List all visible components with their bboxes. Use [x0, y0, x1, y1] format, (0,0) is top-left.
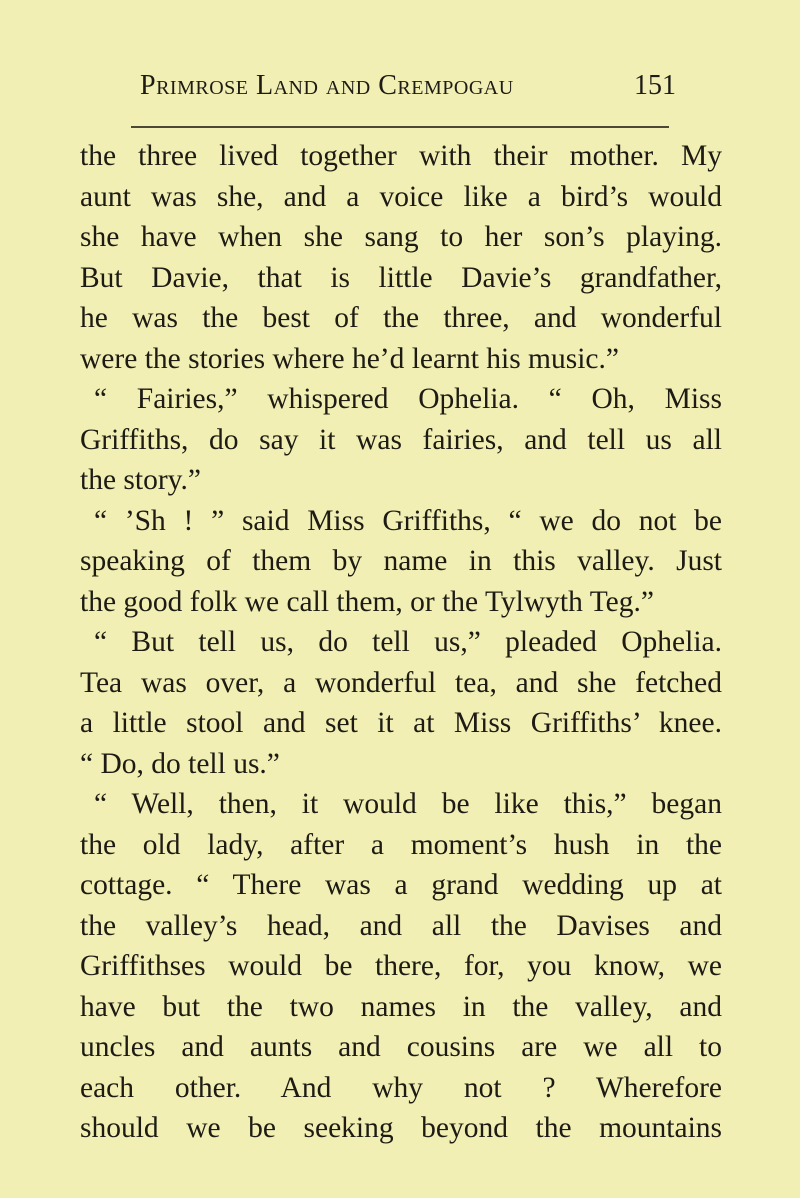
text-line: the good folk we call them, or the Tylwyth Teg.”: [80, 585, 654, 618]
text-line: uncles and aunts and cousins are we all to: [80, 1031, 722, 1063]
text-line: speaking of them by name in this valley. Just: [80, 545, 722, 577]
body-text: [80, 136, 722, 1149]
text-line: Griffithses would be there, for, you know, we: [80, 950, 722, 982]
text-line: “ Well, then, it would be like this,” began: [94, 788, 722, 820]
text-line: “ Fairies,” whispered Ophelia. “ Oh, Miss: [94, 383, 722, 415]
text-line: the valley’s head, and all the Davises and: [80, 909, 722, 942]
text-line: she have when she sang to her son’s playing.: [80, 221, 722, 253]
text-line: were the stories where he’d learnt his music.”: [80, 342, 619, 375]
text-line: should we be seeking beyond the mountains: [80, 1112, 722, 1144]
header-rule: [131, 126, 669, 128]
text-line: But Davie, that is little Davie’s grandfather,: [80, 261, 722, 294]
text-line: have but the two names in the valley, and: [80, 990, 722, 1023]
text-line: the three lived together with their mother. My: [80, 140, 722, 172]
text-line: Griffiths, do say it was fairies, and tell us all: [80, 423, 722, 456]
text-line: Tea was over, a wonderful tea, and she fetched: [80, 666, 722, 699]
text-line: “ But tell us, do tell us,” pleaded Ophelia.: [94, 626, 722, 658]
text-line: the old lady, after a moment’s hush in the: [80, 828, 722, 861]
text-line: he was the best of the three, and wonderful: [80, 302, 722, 334]
page-header: [128, 58, 676, 108]
text-line: a little stool and set it at Miss Griffiths’ knee.: [80, 707, 722, 739]
text-line: aunt was she, and a voice like a bird’s would: [80, 180, 722, 213]
text-line: the story.”: [80, 464, 201, 496]
text-line: “ Do, do tell us.”: [80, 747, 280, 780]
text-line: “ ’Sh ! ” said Miss Griffiths, “ we do not be: [94, 504, 722, 537]
text-line: cottage. “ There was a grand wedding up at: [80, 869, 722, 901]
text-line: each other. And why not ? Wherefore: [80, 1071, 722, 1104]
page-number: 151: [634, 70, 676, 101]
running-title: Primrose Land and Crempogau: [140, 70, 514, 101]
